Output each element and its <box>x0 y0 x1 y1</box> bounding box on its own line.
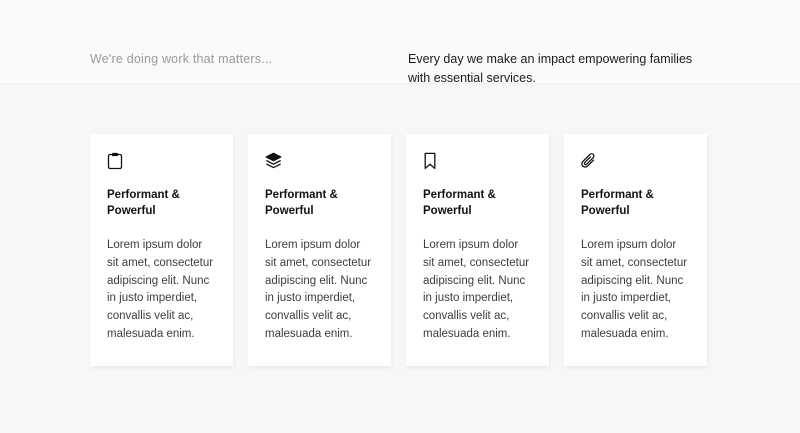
clipboard-icon <box>107 152 216 174</box>
card-body: Lorem ipsum dolor sit amet, consectetur adipiscing elit. Nunc in justo imperdiet, convallis velit ac, malesuada enim. <box>423 239 530 341</box>
card-body: Lorem ipsum dolor sit amet, consectetur adipiscing elit. Nunc in justo imperdiet, convallis velit ac, malesuada enim. <box>581 239 688 341</box>
feature-card-list <box>90 134 710 366</box>
card-title: Performant & Powerful <box>265 189 338 217</box>
page-header <box>0 0 800 84</box>
bookmark-icon <box>423 152 532 174</box>
card-title: Performant & Powerful <box>423 189 496 217</box>
eyebrow-text: We're doing work that matters... <box>90 52 273 66</box>
feature-card[interactable] <box>248 134 391 366</box>
card-title: Performant & Powerful <box>107 189 180 217</box>
feature-card[interactable] <box>90 134 233 366</box>
layers-icon <box>265 152 374 174</box>
card-title: Performant & Powerful <box>581 189 654 217</box>
lede-text: Every day we make an impact empowering families with essential services. <box>408 52 693 86</box>
feature-card[interactable] <box>564 134 707 366</box>
card-body: Lorem ipsum dolor sit amet, consectetur adipiscing elit. Nunc in justo imperdiet, convallis velit ac, malesuada enim. <box>107 239 214 341</box>
card-body: Lorem ipsum dolor sit amet, consectetur adipiscing elit. Nunc in justo imperdiet, convallis velit ac, malesuada enim. <box>265 239 372 341</box>
feature-card[interactable] <box>406 134 549 366</box>
paperclip-icon <box>581 152 690 174</box>
